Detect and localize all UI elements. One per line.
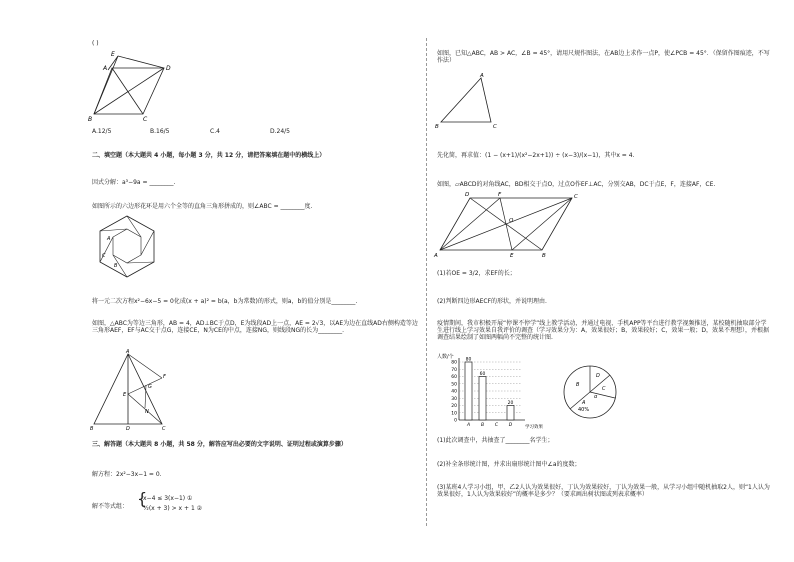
chart-xtick-label: B	[480, 423, 485, 428]
hex-label-a: A	[107, 236, 111, 242]
para-label-a: A	[434, 253, 438, 259]
tri-label-f: F	[163, 374, 166, 380]
hex-label-c: C	[102, 253, 106, 259]
tri-label-e: E	[123, 392, 127, 398]
para-label-o: O	[509, 218, 514, 224]
para-label-b: B	[542, 253, 546, 259]
chart-ytick-label: 10	[451, 411, 457, 417]
mc-option-b: B.16/5	[150, 128, 170, 135]
parallelogram-sub1: (1)若OE = 3/2，求EF的长；	[437, 270, 516, 277]
pie-label-d: D	[596, 373, 600, 379]
question-survey: 疫情期间，我市积极开展“停课不停学”线上教学活动，并通过电视、手机APP等平台进行教学视频推送，某校随机抽取部分学生进行线上学习效果自我评价的调查（学习效果分为：A，效果很好；B，效果较好；C，效果一般；D，效果不理想），并根据调查结果绘制了如图两幅尚不完整的统计图.	[437, 320, 770, 342]
pie-label-b: B	[576, 382, 580, 388]
inequality-line-1: x−4 ≤ 3(x−1) ①	[143, 495, 193, 502]
question-factor: 因式分解：a³−9a = ________.	[92, 179, 176, 186]
mc-option-c: C.4	[210, 128, 220, 135]
fig1-label-c: C	[143, 116, 148, 123]
tri-label-c: C	[162, 426, 166, 432]
chart-ytick-label: 50	[451, 382, 457, 388]
mc-option-a: A.12/5	[92, 128, 112, 135]
triangle-figure	[90, 350, 180, 430]
tri-label-d: D	[126, 426, 130, 432]
tri-label-n: N	[145, 409, 149, 415]
pie-chart	[560, 362, 620, 422]
chart-xtick-label: D	[508, 423, 513, 428]
survey-sub3: (3)某班4人学习小组，甲、乙2人认为效果很好，丁认为效果较好，丁认为效果一般，从学习小组中随机抽取2人，则“1人认为效果很好，1人认为效果较好”的概率是多少？（要求画出树状图或列表求概率）	[437, 484, 770, 499]
chart-xtick-label: C	[494, 423, 499, 428]
bar-chart	[437, 352, 547, 432]
tri-label-a: A	[126, 349, 130, 355]
construct-label-b: B	[435, 124, 439, 130]
chart-ytick-label: 0	[454, 418, 457, 424]
chart-ytick-label: 70	[451, 367, 457, 373]
chart-xlabel: 学习效果	[525, 425, 543, 430]
chart-ytick-label: 40	[451, 389, 457, 395]
chart-ytick-label: 60	[451, 375, 457, 381]
fig1-label-b: B	[88, 116, 93, 123]
construct-label-c: C	[493, 124, 497, 130]
chart-xtick-label: A	[466, 423, 471, 428]
question-simplify: 先化简，再求值：(1 − (x+1)/(x²−2x+1)) ÷ (x−3)/(x−1)，其中x = 4.	[437, 152, 635, 159]
question-triangle: 如图，△ABC为等边三角形，AB = 4，AD⊥BC于点D，E为线段AD上一点，AE = 2√3，以AE为边在直线AD右侧构造等边三角形AEF，EF与AC交于点G，连接CE，N为CE的中点，连接NG，则线段NG的长为________.	[92, 320, 418, 335]
survey-sub1: (1)此次调查中，共抽查了________名学生；	[437, 437, 554, 444]
pie-label-a: A	[582, 400, 586, 406]
construct-label-a: A	[480, 73, 484, 79]
rhombus-figure	[88, 50, 178, 125]
fig1-label-e: E	[111, 51, 115, 58]
section2-heading: 二、填空题（本大题共 4 小题，每小题 3 分，共 12 分，请把答案填在题中的横线上）	[92, 152, 326, 159]
hex-label-b: B	[114, 263, 118, 269]
inequality-line-2: ½(x + 3) > x + 1 ②	[143, 505, 203, 512]
pie-angle-label: α	[594, 394, 598, 400]
chart-ylabel: 人数/个	[437, 354, 454, 360]
pie-label-c: C	[602, 386, 606, 392]
chart-bar	[479, 377, 486, 421]
chart-bar	[507, 406, 514, 421]
chart-ytick-label: 80	[451, 360, 457, 366]
para-label-d: D	[465, 192, 470, 198]
para-label-f: F	[498, 192, 502, 198]
para-label-c: C	[574, 194, 578, 200]
para-label-e: E	[510, 253, 514, 259]
fig1-label-d: D	[166, 65, 171, 72]
question-quadratic: 将一元二次方程x²−6x−5 = 0化成(x + a)² = b(a，b为常数)的形式，则a，b的值分别是________.	[92, 298, 358, 305]
inequality-brace: {	[137, 489, 148, 508]
question-parallelogram: 如图，▱ABCD的对角线AC，BD相交于点O，过点O作EF⊥AC，分别交AB，DC于点E，F，连接AF，CE.	[437, 181, 716, 188]
mc-option-d: D.24/5	[270, 128, 291, 135]
pie-percent-label: 40%	[578, 407, 590, 413]
construct-triangle-figure	[435, 72, 505, 132]
parallelogram-sub2: (2)判断四边形AECF的形状，并说明理由.	[437, 298, 547, 305]
chart-bar	[465, 362, 472, 420]
chart-ytick-label: 30	[451, 396, 457, 402]
chart-ytick-label: 20	[451, 404, 457, 410]
tri-label-g: G	[148, 384, 152, 390]
tri-label-b: B	[90, 426, 94, 432]
section3-heading: 三、解答题（本大题共 8 小题，共 58 分，解答应写出必要的文字说明、证明过程或演算步骤）	[92, 441, 347, 448]
chart-bar-label: 20	[507, 401, 514, 406]
question-solve-equation: 解方程：2x²−3x−1 = 0.	[92, 471, 162, 478]
survey-sub2: (2)补全条形统计图，并求出扇形统计图中∠a的度数；	[437, 461, 581, 468]
question-construct: 如图，已知△ABC，AB > AC，∠B = 45°，请用尺规作图法，在AB边上求作一点P，使∠PCB = 45°．（保留作图痕迹，不写作法）	[437, 50, 770, 65]
chart-bar-label: 60	[479, 372, 486, 377]
question-inequality-lead: 解不等式组：	[92, 503, 129, 510]
hexagon-figure	[92, 212, 162, 282]
parallelogram-figure	[432, 190, 582, 260]
fig1-label-a: A	[103, 65, 108, 72]
column-divider	[426, 38, 427, 526]
chart-bar-label: 80	[465, 357, 472, 363]
answer-paren: ( )	[92, 40, 99, 47]
question-hexagon: 如图所示的六边形花环是用六个全等的直角三角形拼成的，则∠ABC = ________度.	[92, 203, 313, 210]
